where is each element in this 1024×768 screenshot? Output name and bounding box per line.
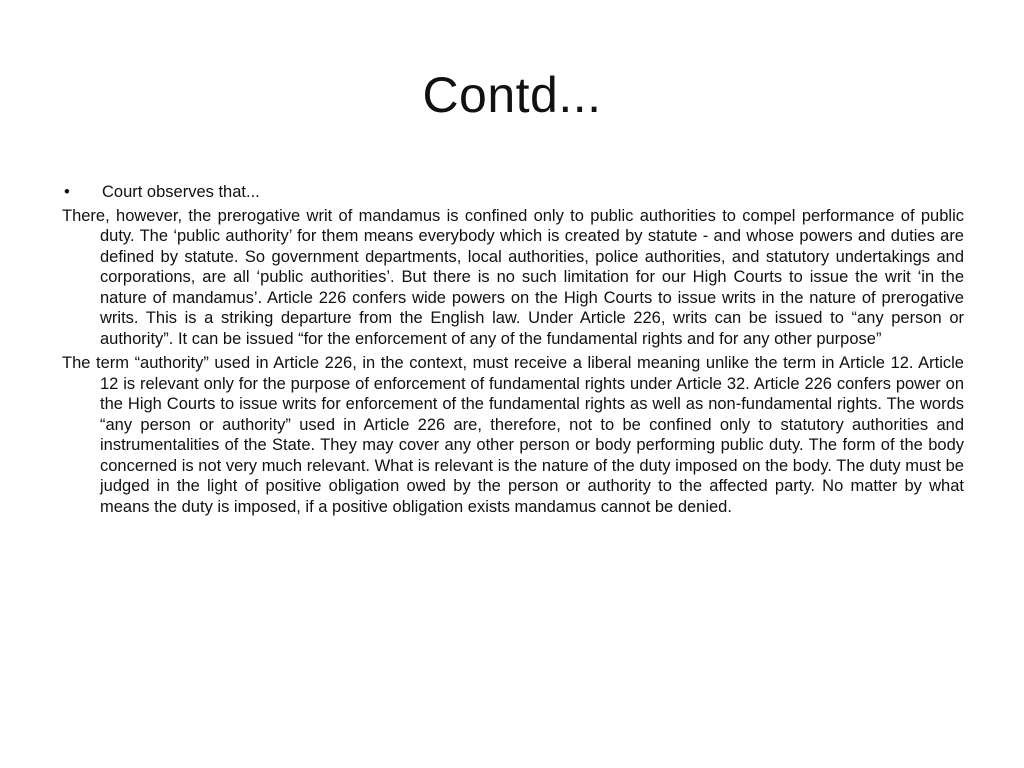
bullet-icon: • <box>64 183 70 201</box>
paragraph-authority-article-226: The term “authority” used in Article 226, in the context, must receive a liberal meaning unlike the term in Article 12. Article 12 is relevant only for the purpose of enforcement of fundamental rights under Article 32. Article 226 confers power on the High Courts to issue writs for enforcement of the fundamental rights as well as non-fundamental rights. The words “any person or authority” used in Article 226 are, therefore, not to be confined only to statutory authorities and instrumentalities of the State. They may cover any other person or body performing public duty. The form of the body concerned is not very much relevant. What is relevant is the nature of the duty imposed on the body. The duty must be judged in the light of positive obligation owed by the person or authority to the affected party. No matter by what means the duty is imposed, if a positive obligation exists mandamus cannot be denied. <box>62 354 964 516</box>
bullet-item <box>62 182 964 203</box>
slide-body <box>62 182 964 521</box>
slide-title: Contd... <box>422 67 602 123</box>
bullet-text: Court observes that... <box>102 183 260 201</box>
paragraph-mandamus-public-authority: There, however, the prerogative writ of mandamus is confined only to public authorities to compel performance of public duty. The ‘public authority’ for them means everybody which is created by statute - and whose powers and duties are defined by statute. So government departments, local authorities, police authorities, and statutory undertakings and corporations, are all ‘public authorities’. But there is no such limitation for our High Courts to issue the writ ‘in the nature of mandamus’. Article 226 confers wide powers on the High Courts to issue writs in the nature of prerogative writs. This is a striking departure from the English law. Under Article 226, writs can be issued to “any person or authority”. It can be issued “for the enforcement of any of the fundamental rights and for any other purpose” <box>62 206 964 348</box>
